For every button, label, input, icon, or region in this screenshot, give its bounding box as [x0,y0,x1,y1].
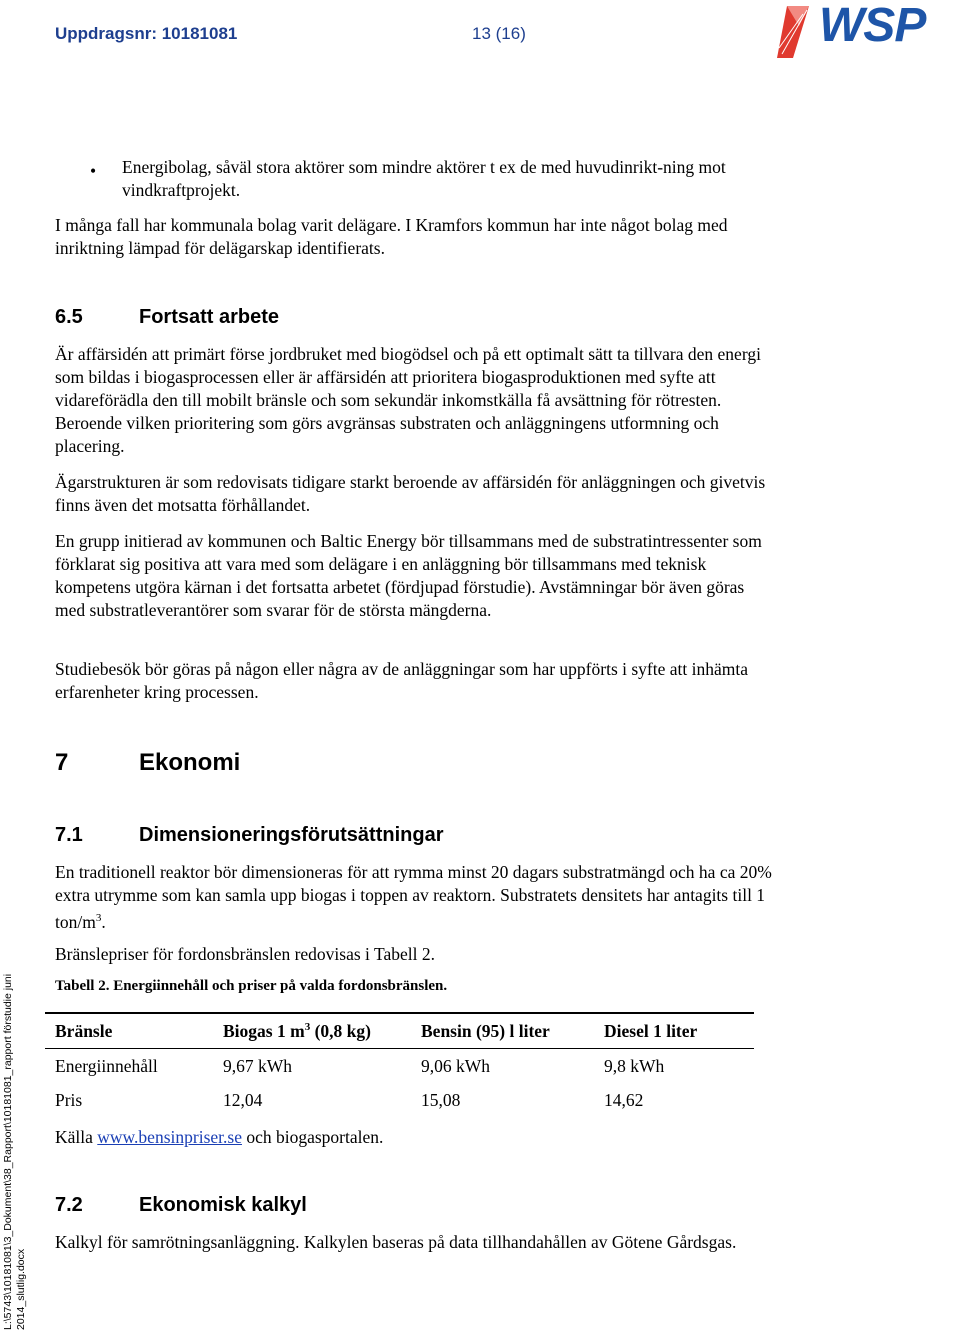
table-source [55,1127,383,1148]
table-cell: 14,62 [604,1089,644,1110]
table-header-row [45,1013,754,1049]
bullet-icon: • [90,161,97,181]
table-cell: 12,04 [223,1089,263,1110]
header-cell: Diesel 1 liter [594,1013,754,1049]
header-cell: Bränsle [45,1013,213,1049]
heading-title: Dimensioneringsförutsättningar [139,824,444,846]
paragraph-6-5-2: Ägarstrukturen är som redovisats tidigare starkt beroende av affärsidén för anläggningen och givetvis finns även det motsatta förhållandet. [55,472,766,515]
paragraph-7-2: Kalkyl för samrötningsanläggning. Kalkylen baseras på data tillhandahållen av Götene Gårdsgas. [55,1232,737,1252]
superscript: 3 [95,912,102,924]
heading-number: 7.1 [55,824,83,846]
project-number: Uppdragsnr: 10181081 [55,24,238,43]
table-row [45,1049,754,1084]
heading-title: Ekonomisk kalkyl [139,1194,307,1216]
paragraph-7-1-1 [55,861,775,934]
fuel-table [45,1012,754,1117]
heading-number: 7.2 [55,1194,83,1216]
paragraph-text: En traditionell reaktor bör dimensioneras för att rymma minst 20 dagars substratmängd och ha ca 20% extra utrymme som kan samla upp biogas i toppen av reaktorn. Substratets densitets har antagits till 1 ton/m [55,862,772,932]
source-link[interactable]: www.bensinpriser.se [97,1127,242,1147]
heading-7-2 [55,1194,307,1217]
table-caption: Tabell 2. Energiinnehåll och priser på valda fordonsbränslen. [55,978,448,994]
wsp-logo-text: WSP [819,0,926,52]
table-cell: Pris [55,1089,83,1110]
file-path-line: 2014_slutlig.docx [15,1248,27,1330]
table-cell: 15,08 [421,1089,461,1110]
paragraph-6-5-3: En grupp initierad av kommunen och Baltic Energy bör tillsammans med de substratintressenter som förklarat sig positiva att vara med som delägare i en anläggning bör tillsammans med teknisk kompetens utgöra kärnan i det fortsatta arbetet (fördjupad förstudie). Avstämningar bör även göras med substratleverantörer som svarar för de största mängderna. [55,531,762,620]
paragraph-end: . [101,911,106,932]
heading-title: Ekonomi [139,749,241,776]
heading-7-1 [55,824,443,847]
wsp-logo [773,0,960,60]
table-row [45,1083,754,1117]
table-cell: 9,8 kWh [604,1055,665,1076]
header-cell: Biogas 1 $m^3$ (0,8 kg) [213,1013,411,1049]
heading-number: 6.5 [55,306,83,328]
table-cell: Energiinnehåll [55,1055,158,1076]
bullet-item: Energibolag, såväl stora aktörer som mindre aktörer t ex de med huvudinrikt-ning mot vindkraftprojekt. [122,157,726,200]
page-number: 13 (16) [472,24,526,43]
file-path [2,940,28,1330]
page-header [55,0,935,62]
header-cell: Bensin (95) l liter [411,1013,594,1049]
paragraph-6-5-4: Studiebesök bör göras på någon eller några av de anläggningar som har uppförts i syfte att inhämta erfarenheter kring processen. [55,659,748,702]
paragraph-7-1-2: Bränslepriser för fordonsbränslen redovisas i Tabell 2. [55,944,435,964]
heading-title: Fortsatt arbete [139,306,280,328]
paragraph-ownership: I många fall har kommunala bolag varit delägare. I Kramfors kommun har inte något bolag med inriktning lämpad för delägarskap identifierats. [55,215,728,258]
heading-6-5 [55,306,279,329]
file-path-line: L:\5743\10181081\3_Dokument\38_Rapport\10181081_rapport förstudie juni [2,973,14,1330]
heading-number: 7 [55,749,69,776]
table-cell: 9,06 kWh [421,1055,491,1076]
source-prefix: Källa [55,1127,98,1147]
table-cell: 9,67 kWh [223,1055,293,1076]
heading-7 [55,749,240,777]
paragraph-6-5-1: Är affärsidén att primärt förse jordbruket med biogödsel och på ett optimalt sätt ta tillvara den energi som bildas i biogasprocessen eller är affärsidén att prioritera biogasproduktionen med syfte att vidareförädla den till mobilt bränsle och som sekundär inkomstkälla få avsättning för rötresten. Beroende vilken prioritering som görs avgränsas substraten och anläggningens utformning och placering. [55,344,761,456]
source-suffix: och biogasportalen. [241,1127,384,1147]
